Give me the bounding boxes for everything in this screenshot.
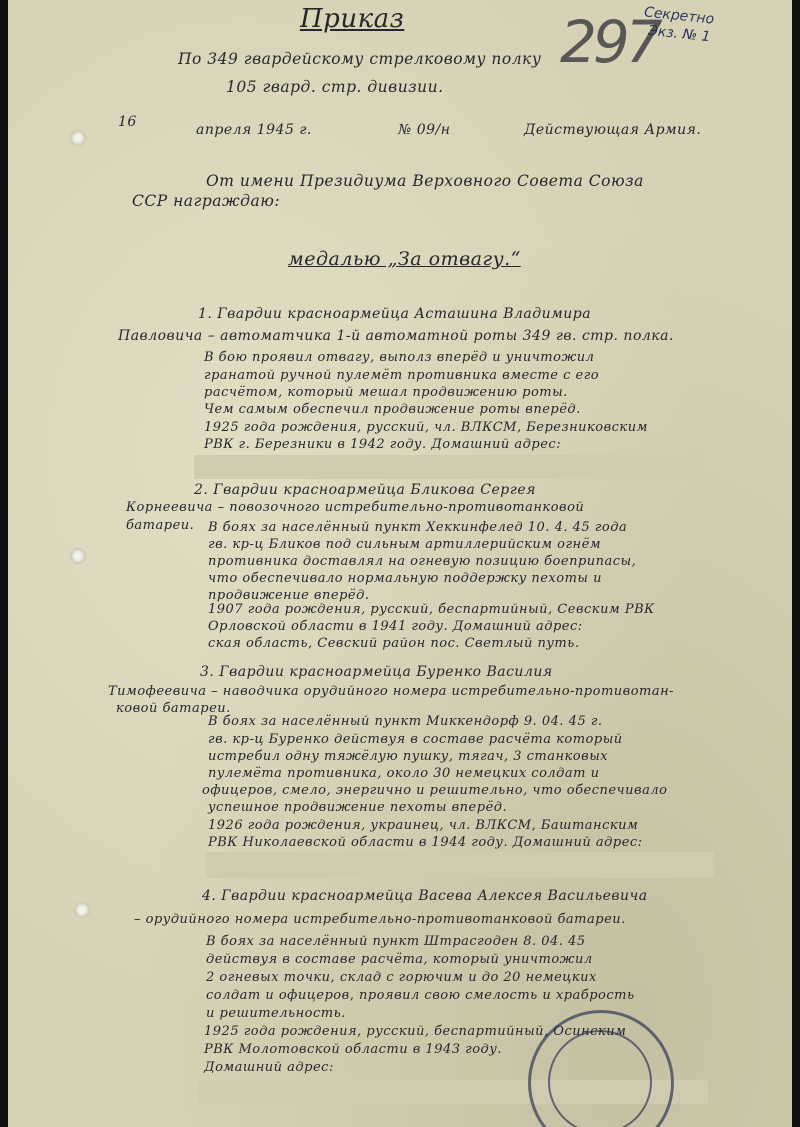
document-page — [8, 0, 792, 1127]
award-4-line: действуя в составе расчёта, который уничтожил — [206, 952, 593, 967]
punch-hole — [70, 548, 86, 564]
order-place: Действующая Армия. — [524, 122, 702, 138]
document-title: Приказ — [300, 4, 405, 34]
award-3-line: 3. Гвардии красноармейца Буренко Василия — [200, 664, 553, 680]
redacted-address-1 — [194, 455, 704, 479]
award-2-line: Корнеевича – повозочного истребительно-противотанковой — [126, 500, 585, 515]
award-4-line: 1925 года рождения, русский, беспартийный, Осинским — [204, 1024, 627, 1039]
award-2-line: гв. кр-ц Бликов под сильным артиллерийским огнём — [208, 537, 602, 552]
award-1-line: РВК г. Березники в 1942 году. Домашний адрес: — [204, 437, 562, 452]
award-4-line: РВК Молотовской области в 1943 году. — [204, 1042, 502, 1057]
redacted-address-3 — [206, 852, 714, 878]
award-1-line: 1925 года рождения, русский, чл. ВЛКСМ, Березниковским — [204, 420, 648, 435]
award-2-line: продвижение вперёд. — [208, 588, 370, 603]
award-3-line: Тимофеевича – наводчика орудийного номера истребительно-противотан- — [108, 684, 675, 699]
secret-stamp-line1: Секретно — [643, 4, 715, 28]
punch-hole — [74, 902, 90, 918]
award-1-line: 1. Гвардии красноармейца Асташина Владимира — [198, 306, 592, 322]
award-1-line: расчётом, который мешал продвижению роты. — [204, 385, 568, 400]
award-4-line: В боях за населённый пункт Штрасгоден 8. 04. 45 — [206, 934, 586, 949]
award-2-line: В боях за населённый пункт Хеккинфелед 10. 4. 45 года — [208, 520, 628, 535]
scan-border-right — [792, 0, 800, 1127]
award-1-line: гранатой ручной пулемёт противника вместе с его — [204, 368, 600, 383]
award-2-line: ская область, Севский район пос. Светлый путь. — [208, 636, 580, 651]
award-4-line: и решительность. — [206, 1006, 346, 1021]
regiment-line: По 349 гвардейскому стрелковому полку — [178, 50, 542, 68]
award-2-line: 1907 года рождения, русский, беспартийный, Севским РВК — [208, 602, 655, 617]
award-2-line: Орловской области в 1941 году. Домашний адрес: — [208, 619, 583, 634]
award-2-line: что обеспечивало нормальную поддержку пехоты и — [208, 571, 603, 586]
scan-border-left — [0, 0, 8, 1127]
award-1-line: В бою проявил отвагу, выполз вперёд и уничтожил — [204, 350, 595, 365]
award-3-line: ковой батареи. — [116, 701, 231, 716]
award-3-line: РВК Николаевской области в 1944 году. Домашний адрес: — [208, 835, 643, 850]
punch-hole — [70, 130, 86, 146]
secret-stamp-line2: Экз. № 1 — [647, 22, 712, 46]
archive-number: 297 — [560, 8, 659, 76]
award-3-line: истребил одну тяжёлую пушку, тягач, 3 станковых — [208, 749, 609, 764]
award-4-line: – орудийного номера истребительно-противотанковой батареи. — [134, 912, 626, 927]
seal-stamp-inner — [548, 1030, 652, 1127]
award-4-line: 4. Гвардии красноармейца Васева Алексея Васильевича — [202, 888, 648, 904]
order-date: апреля 1945 г. — [196, 122, 312, 138]
award-3-line: гв. кр-ц Буренко действуя в составе расчёта который — [208, 732, 623, 747]
order-number: № 09/н — [398, 122, 451, 138]
award-3-line: пулемёта противника, около 30 немецких солдат и — [208, 766, 600, 781]
award-1-line: Павловича – автоматчика 1-й автоматной роты 349 гв. стр. полка. — [118, 328, 674, 344]
intro-line2: ССР награждаю: — [132, 192, 281, 210]
division-line: 105 гвард. стр. дивизии. — [226, 78, 444, 96]
award-4-line: Домашний адрес: — [204, 1060, 334, 1075]
award-3-line: офицеров, смело, энергично и решительно, что обеспечивало — [202, 783, 668, 798]
award-4-line: 2 огневых точки, склад с горючим и до 20 немецких — [206, 970, 597, 985]
intro-line1: От имени Президиума Верховного Совета Союза — [206, 172, 644, 190]
award-2-line: 2. Гвардии красноармейца Бликова Сергея — [194, 482, 536, 498]
award-1-line: Чем самым обеспечил продвижение роты вперёд. — [204, 402, 581, 417]
award-2-line: батареи. — [126, 518, 195, 533]
award-3-line: В боях за населённый пункт Миккендорф 9. 04. 45 г. — [208, 714, 603, 729]
award-3-line: успешное продвижение пехоты вперёд. — [208, 800, 508, 815]
award-2-line: противника доставлял на огневую позицию боеприпасы, — [208, 554, 637, 569]
award-4-line: солдат и офицеров, проявил свою смелость и храбрость — [206, 988, 635, 1003]
order-day: 16 — [118, 114, 137, 130]
award-3-line: 1926 года рождения, украинец, чл. ВЛКСМ, Баштанским — [208, 818, 639, 833]
medal-name: медалью „За отвагу.“ — [288, 248, 521, 270]
